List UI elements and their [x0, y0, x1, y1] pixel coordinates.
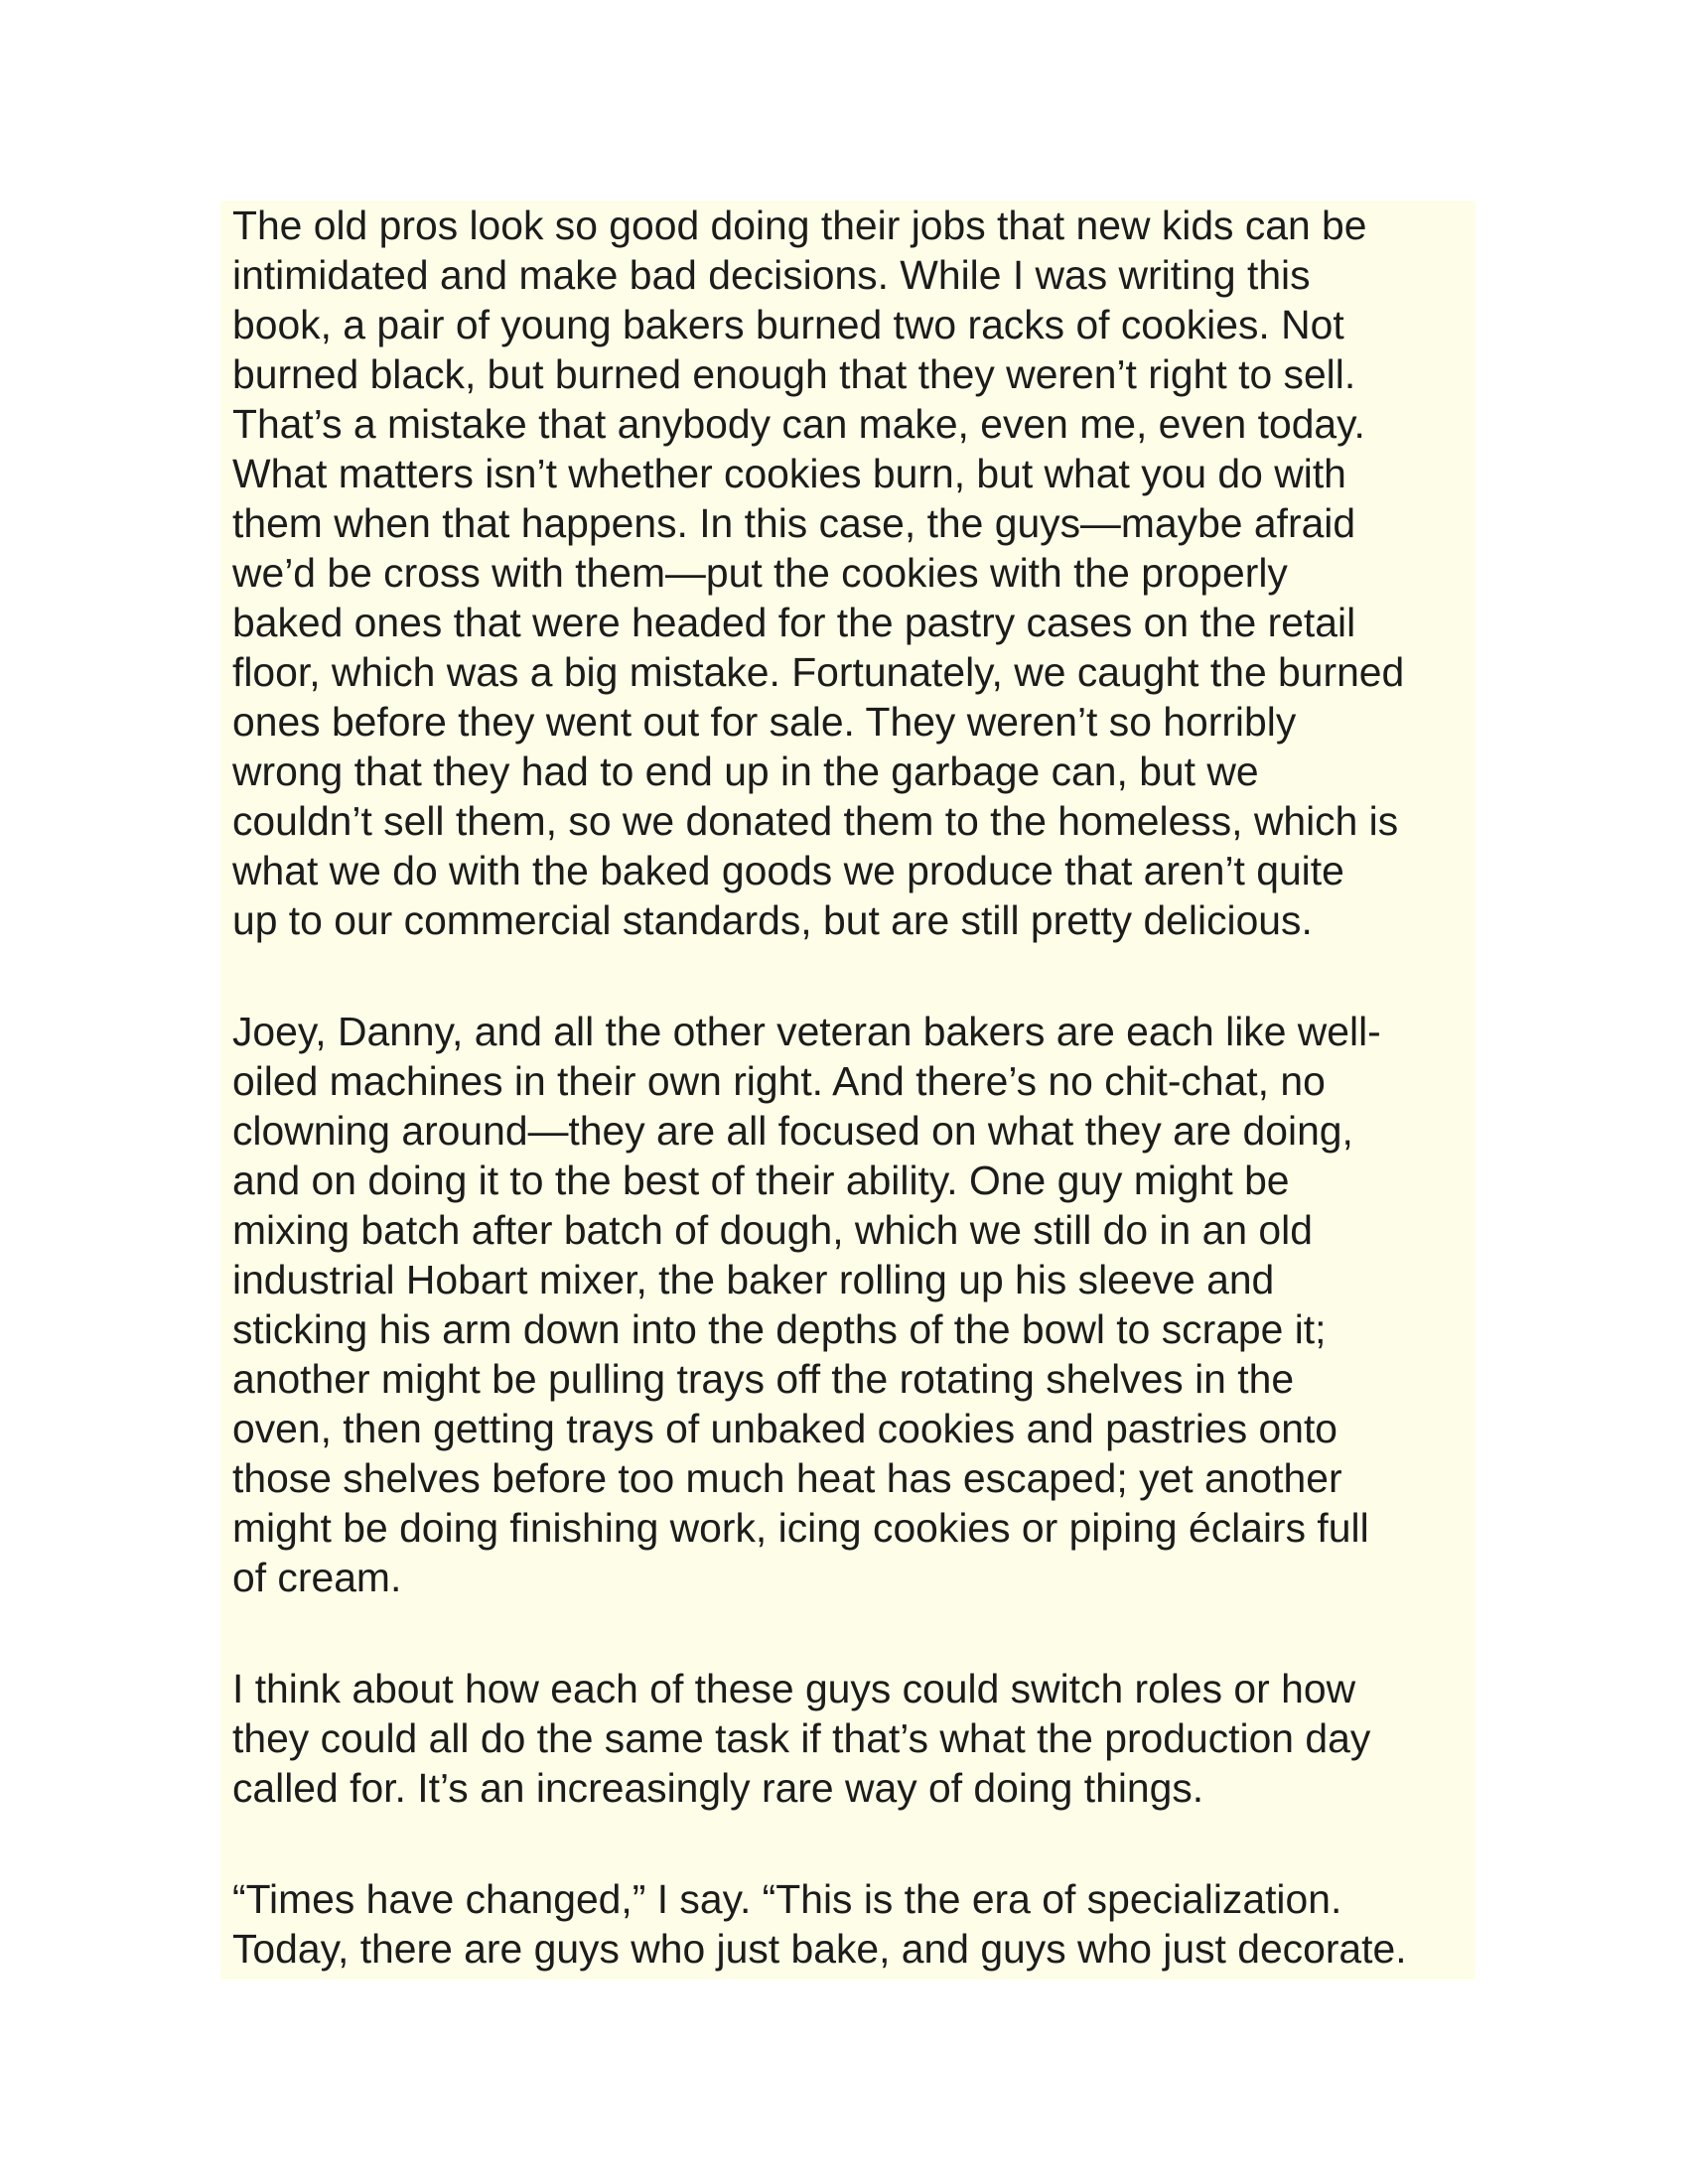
paragraph-1: [232, 201, 1476, 945]
text-line: wrong that they had to end up in the garbage can, but we: [232, 749, 1259, 794]
text-line: sticking his arm down into the depths of the bowl to scrape it;: [232, 1306, 1327, 1352]
text-line: of cream.: [232, 1555, 402, 1600]
text-line: floor, which was a big mistake. Fortunately, we caught the burned: [232, 649, 1405, 695]
text-line: What matters isn’t whether cookies burn, but what you do with: [232, 451, 1346, 496]
text-line: “Times have changed,” I say. “This is the era of specialization.: [232, 1876, 1342, 1922]
text-line: couldn’t sell them, so we donated them to the homeless, which is: [232, 798, 1399, 844]
text-line: up to our commercial standards, but are still pretty delicious.: [232, 897, 1313, 943]
text-line: we’d be cross with them—put the cookies with the properly: [232, 550, 1288, 596]
text-line: and on doing it to the best of their ability. One guy might be: [232, 1158, 1290, 1203]
text-line: called for. It’s an increasingly rare way of doing things.: [232, 1765, 1204, 1811]
text-line: might be doing finishing work, icing cookies or piping éclairs full: [232, 1505, 1369, 1551]
text-line: ones before they went out for sale. They weren’t so horribly: [232, 699, 1297, 745]
text-line: baked ones that were headed for the pastry cases on the retail: [232, 600, 1356, 645]
text-line: they could all do the same task if that’s what the production day: [232, 1715, 1371, 1761]
text-line: what we do with the baked goods we produce that aren’t quite: [232, 848, 1344, 893]
text-line: clowning around—they are all focused on what they are doing,: [232, 1108, 1353, 1154]
text-line: oven, then getting trays of unbaked cookies and pastries onto: [232, 1406, 1338, 1451]
text-line: oiled machines in their own right. And there’s no chit-chat, no: [232, 1058, 1326, 1104]
paragraph-2: [232, 1007, 1476, 1602]
text-line: Today, there are guys who just bake, and guys who just decorate.: [232, 1926, 1407, 1972]
text-line: intimidated and make bad decisions. While I was writing this: [232, 252, 1311, 298]
text-line: them when that happens. In this case, the guys—maybe afraid: [232, 500, 1356, 546]
paragraph-3: [232, 1664, 1476, 1813]
paragraph-4: [232, 1874, 1476, 1974]
text-line: mixing batch after batch of dough, which we still do in an old: [232, 1207, 1313, 1253]
text-line: burned black, but burned enough that they weren’t right to sell.: [232, 351, 1356, 397]
text-line: That’s a mistake that anybody can make, even me, even today.: [232, 401, 1365, 447]
text-line: I think about how each of these guys could switch roles or how: [232, 1666, 1356, 1711]
page-text-block: [220, 201, 1476, 1979]
text-line: The old pros look so good doing their jobs that new kids can be: [232, 203, 1367, 248]
text-line: those shelves before too much heat has escaped; yet another: [232, 1455, 1342, 1501]
text-line: industrial Hobart mixer, the baker rolling up his sleeve and: [232, 1257, 1275, 1302]
text-line: book, a pair of young bakers burned two racks of cookies. Not: [232, 302, 1344, 347]
text-line: another might be pulling trays off the rotating shelves in the: [232, 1356, 1295, 1402]
text-line: Joey, Danny, and all the other veteran bakers are each like well-: [232, 1009, 1381, 1054]
